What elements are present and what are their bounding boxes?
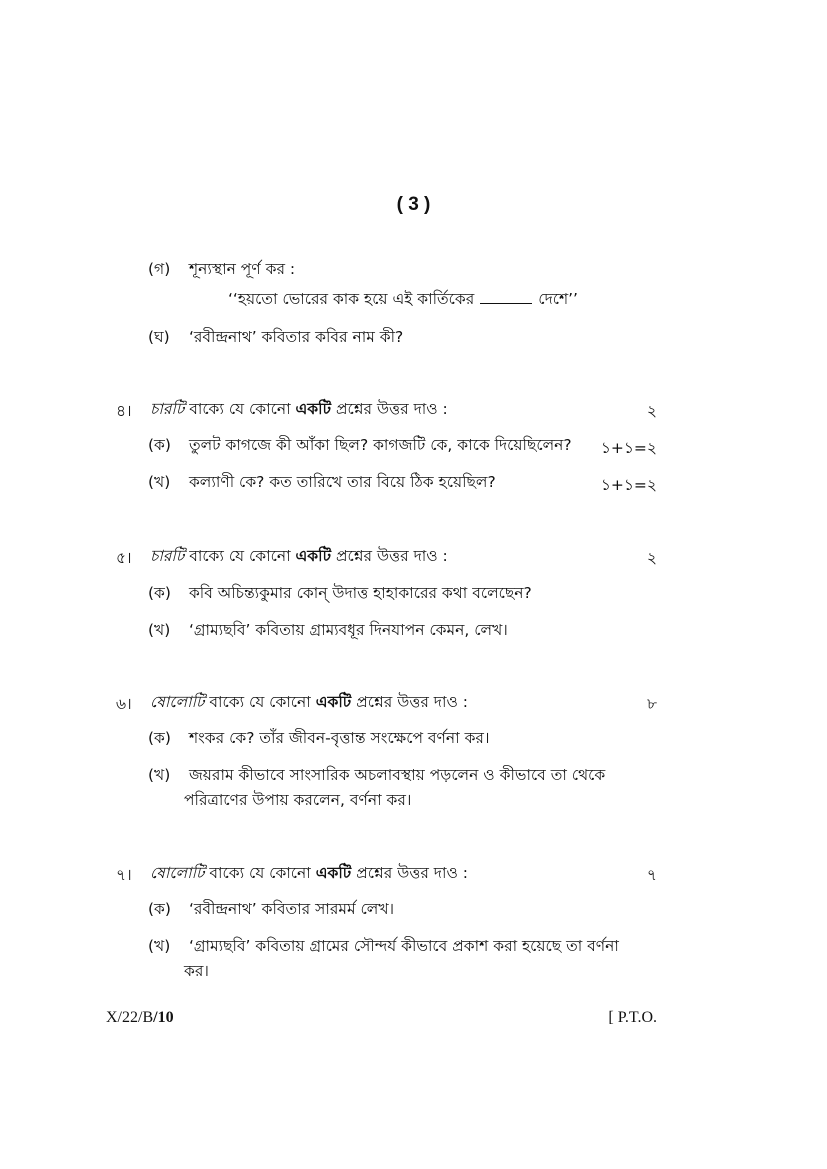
q5-item-kha: [148, 619, 508, 641]
q5-item-text: ‘গ্রাম্যছবি’ কবিতায় গ্রাম্যবধূর দিনযাপন কেমন, লেখ।: [188, 621, 508, 639]
q6-item-kha: [148, 764, 605, 786]
q6-item-ka: [148, 727, 490, 749]
q7-lead-bold: একটি: [315, 864, 352, 882]
q5-item-ka: [148, 582, 532, 604]
q4-lead-b: প্রশ্নের উত্তর দাও :: [335, 400, 448, 418]
q6-lead-bold: একটি: [315, 693, 352, 711]
q6-instruction: [150, 691, 468, 713]
q3-ga-label: (গ): [148, 260, 171, 278]
paper-code-page: /10: [153, 1009, 174, 1026]
q4-instruction: [150, 398, 448, 420]
q7-item-label: (ক): [148, 900, 171, 918]
q7-instruction: [150, 862, 468, 884]
q4-number: ৪।: [116, 402, 132, 420]
q6-item-kha-cont: পরিত্রাণের উপায় করলেন, বর্ণনা কর।: [184, 791, 412, 809]
q4-item-kha-marks: ১+১=২: [600, 476, 657, 494]
q3-gha-label: (ঘ): [148, 328, 170, 346]
q6-lead-italic: ষোলোটি: [150, 693, 205, 711]
q7-marks: ৭: [646, 866, 657, 884]
q3-quote-close: দেশে’’: [538, 290, 578, 308]
q4-item-ka: [148, 434, 572, 456]
q5-number: ৫।: [116, 549, 132, 567]
q4-item-text: তুলট কাগজে কী আঁকা ছিল? কাগজটি কে, কাকে দিয়েছিলেন?: [188, 436, 572, 454]
q6-number: ৬।: [116, 695, 132, 713]
q3-ga: [148, 258, 295, 280]
q5-lead-bold: একটি: [295, 547, 332, 565]
q5-instruction: [150, 545, 448, 567]
q7-lead-b: প্রশ্নের উত্তর দাও :: [356, 864, 469, 882]
q3-gha: [148, 326, 403, 348]
fill-in-blank: [480, 289, 532, 304]
q4-item-kha: [148, 471, 496, 493]
q7-lead-a: বাক্যে যে কোনো: [209, 864, 311, 882]
q4-item-label: (ক): [148, 436, 171, 454]
q5-marks: ২: [646, 549, 657, 567]
q6-item-label: (খ): [148, 766, 171, 784]
q3-quote-open: ‘‘হয়তো ভোরের কাক হয়ে এই কার্তিকের: [228, 290, 475, 308]
q4-item-label: (খ): [148, 473, 171, 491]
q6-lead-a: বাক্যে যে কোনো: [209, 693, 311, 711]
q7-number: ৭।: [116, 866, 132, 884]
q5-lead-italic: চারটি: [150, 547, 185, 565]
q7-item-ka: [148, 898, 394, 920]
please-turn-over: [ P.T.O.: [608, 1009, 657, 1026]
q7-item-label: (খ): [148, 937, 171, 955]
q5-item-label: (ক): [148, 584, 171, 602]
page-number: ( 3 ): [396, 194, 431, 215]
q4-item-ka-marks: ১+১=২: [600, 439, 657, 457]
q4-marks: ২: [646, 402, 657, 420]
q3-gha-text: ‘রবীন্দ্রনাথ’ কবিতার কবির নাম কী?: [188, 328, 404, 346]
q6-marks: ৮: [646, 695, 657, 713]
q7-item-kha: [148, 935, 619, 957]
q5-lead-b: প্রশ্নের উত্তর দাও :: [335, 547, 448, 565]
q6-item-text: জয়রাম কীভাবে সাংসারিক অচলাবস্থায় পড়লেন ও কীভাবে তা থেকে: [188, 766, 606, 784]
q4-lead-bold: একটি: [295, 400, 332, 418]
q7-lead-italic: ষোলোটি: [150, 864, 205, 882]
q5-item-label: (খ): [148, 621, 171, 639]
q4-lead-italic: চারটি: [150, 400, 185, 418]
q3-ga-text: শূন্যস্থান পূর্ণ কর :: [188, 260, 296, 278]
q6-lead-b: প্রশ্নের উত্তর দাও :: [356, 693, 469, 711]
q3-quote: [228, 288, 578, 310]
q6-item-label: (ক): [148, 729, 171, 747]
q5-item-text: কবি অচিন্ত্যকুমার কোন্ উদাত্ত হাহাকারের কথা বলেছেন?: [188, 584, 532, 602]
q7-item-text: ‘রবীন্দ্রনাথ’ কবিতার সারমর্ম লেখ।: [188, 900, 395, 918]
q6-item-text: শংকর কে? তাঁর জীবন-বৃত্তান্ত সংক্ষেপে বর্ণনা কর।: [188, 729, 490, 747]
q5-lead-a: বাক্যে যে কোনো: [189, 547, 291, 565]
q4-item-text: কল্যাণী কে? কত তারিখে তার বিয়ে ঠিক হয়েছিল?: [188, 473, 496, 491]
q7-item-kha-cont: কর।: [184, 962, 209, 980]
paper-code-main: X/22/B: [106, 1009, 154, 1026]
q7-item-text: ‘গ্রাম্যছবি’ কবিতায় গ্রামের সৌন্দর্য কীভাবে প্রকাশ করা হয়েছে তা বর্ণনা: [188, 937, 619, 955]
paper-code: [106, 1009, 174, 1027]
q4-lead-a: বাক্যে যে কোনো: [189, 400, 291, 418]
